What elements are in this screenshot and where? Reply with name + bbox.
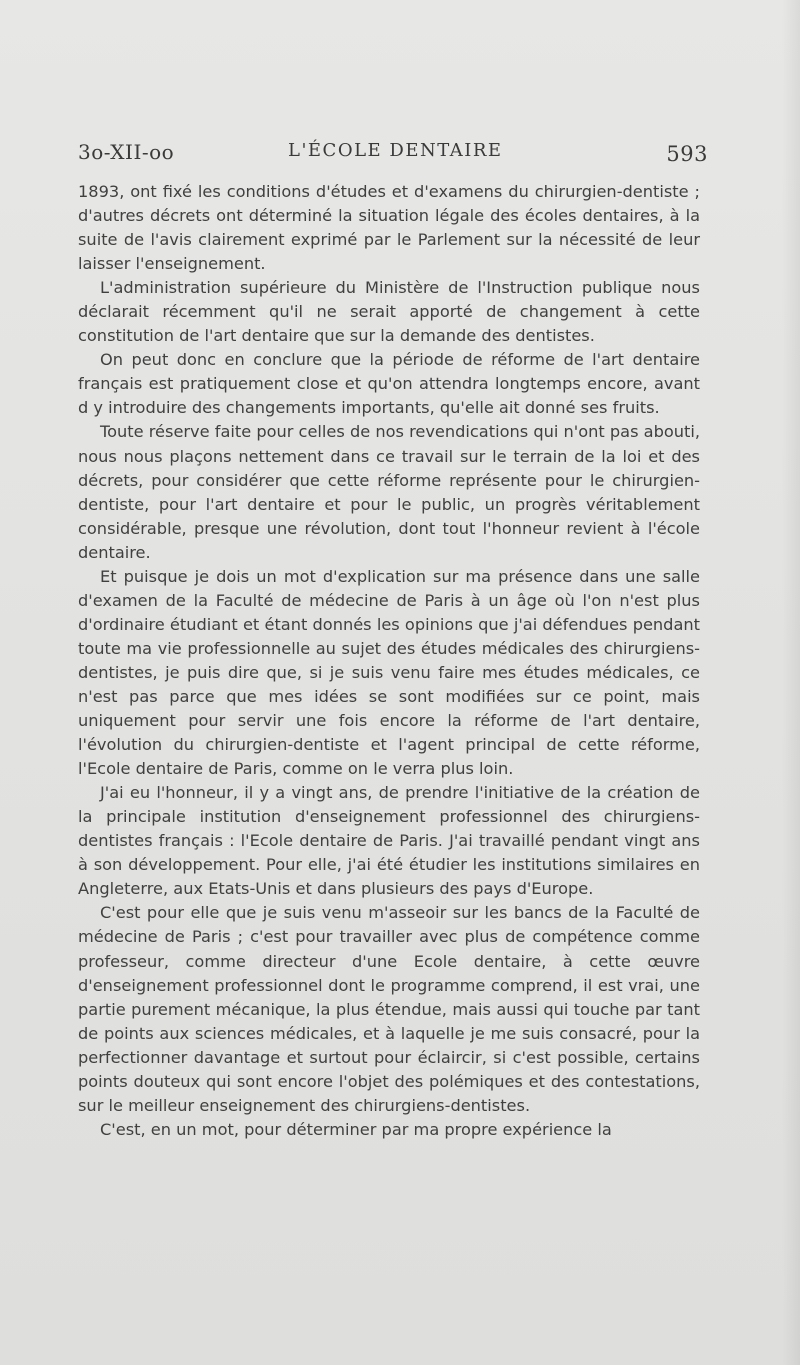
paragraph-1: 1893, ont fixé les conditions d'études et d'examens du chirurgien-dentiste ; d'autres décrets ont déterminé la situation légale des écoles dentaires, à la suite de l'avis clairement exprimé par le Parlement sur la nécessité de leur laisser l'enseignement.: [78, 182, 700, 274]
paragraph-7: C'est pour elle que je suis venu m'asseoir sur les bancs de la Faculté de médecine de Paris ; c'est pour travailler avec plus de compétence comme professeur, comme directeur d'une Ecole dentaire, à cette œuvre d'enseignement professionnel dont le programme comprend, il est vrai, une partie purement mécanique, la plus étendue, mais aussi qui touche par tant de points aux sciences médicales, et à laquelle je me suis consacré, pour la perfectionner davantage et surtout pour éclaircir, si c'est possible, certains points douteux qui sont encore l'objet des polémiques et des contestations, sur le meilleur enseignement des chirurgiens-dentistes.: [78, 903, 700, 1115]
paragraph-5: Et puisque je dois un mot d'explication sur ma présence dans une salle d'examen de la Faculté de médecine de Paris à un âge où l'on n'est plus d'ordinaire étudiant et étant donnés les opinions que j'ai défendues pendant toute ma vie professionnelle au sujet des études médicales des chirurgiens-dentistes, je puis dire que, si je suis venu faire mes études médicales, ce n'est pas parce que mes idées se sont modifiées sur ce point, mais uniquement pour servir une fois encore la réforme de l'art dentaire, l'évolution du chirurgien-dentiste et l'agent principal de cette réforme, l'Ecole dentaire de Paris, comme on le verra plus loin.: [78, 566, 700, 779]
body-text: [78, 180, 700, 1142]
header-journal-title: L'ÉCOLE DENTAIRE: [288, 140, 503, 161]
paragraph-6: J'ai eu l'honneur, il y a vingt ans, de prendre l'initiative de la création de la principale institution d'enseignement professionnel des chirurgiens-dentistes français : l'Ecole dentaire de Paris. J'ai travaillé pendant vingt ans à son développement. Pour elle, j'ai été étudier les institutions similaires en Angleterre, aux Etats-Unis et dans plusieurs des pays d'Europe.: [78, 783, 700, 899]
paragraph-3: On peut donc en conclure que la période de réforme de l'art dentaire français est pratiquement close et qu'on attendra longtemps encore, avant d y introduire des changements importants, qu'elle ait donné ses fruits.: [78, 350, 700, 418]
header-date: 3o-XII-oo: [78, 140, 175, 164]
paragraph-8: C'est, en un mot, pour déterminer par ma propre expérience la: [100, 1119, 612, 1139]
page-number: 593: [666, 142, 708, 166]
page-edge-shadow: [782, 0, 800, 1365]
running-head: [78, 140, 708, 170]
paragraph-2: L'administration supérieure du Ministère de l'Instruction publique nous déclarait récemment qu'il ne serait apporté de changement à cette constitution de l'art dentaire que sur la demande des dentistes.: [78, 278, 700, 346]
paragraph-4: Toute réserve faite pour celles de nos revendications qui n'ont pas abouti, nous nous plaçons nettement dans ce travail sur le terrain de la loi et des décrets, pour considérer que cette réforme représente pour le chirurgien-dentiste, pour l'art dentaire et pour le public, un progrès véritablement considérable, presque une révolution, dont tout l'honneur revient à l'école dentaire.: [78, 422, 700, 562]
